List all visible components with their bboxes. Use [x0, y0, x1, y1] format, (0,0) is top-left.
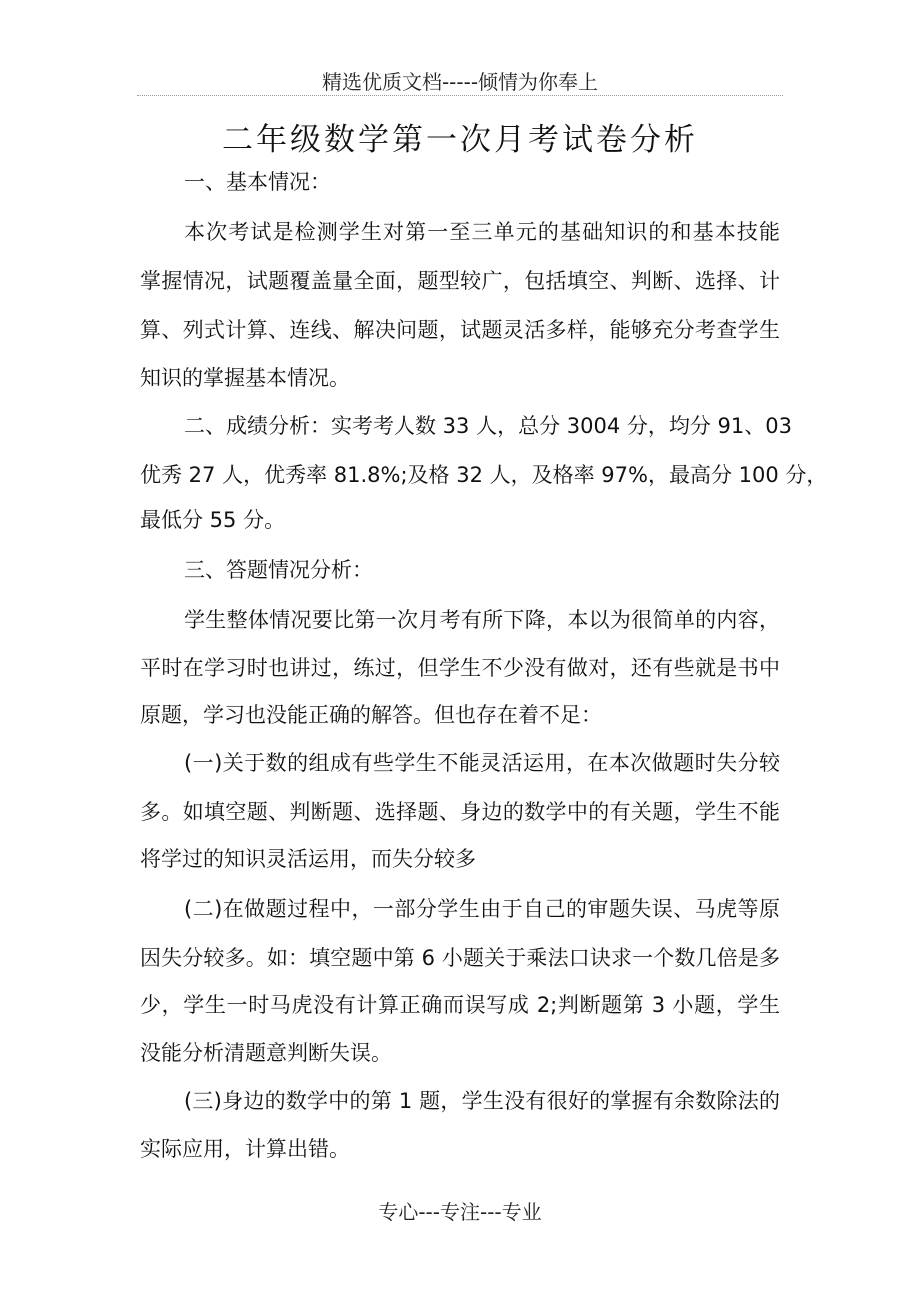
- paragraph-line: (二)在做题过程中，一部分学生由于自己的审题失误、马虎等原: [184, 897, 780, 921]
- page-header: 精选优质文档-----倾情为你奉上: [321, 70, 599, 94]
- paragraph-line: 掌握情况，试题覆盖量全面，题型较广，包括填空、判断、选择、计: [140, 269, 780, 293]
- page-footer: 专心---专注---专业: [378, 1200, 542, 1224]
- paragraph-line: 二、成绩分析：实考考人数 33 人，总分 3004 分，均分 91、03: [184, 414, 792, 438]
- paragraph-line: 算、列式计算、连线、解决问题，试题灵活多样，能够充分考查学生: [140, 318, 780, 342]
- paragraph-line: 最低分 55 分。: [140, 508, 286, 532]
- document-title: 二年级数学第一次月考试卷分析: [222, 122, 698, 158]
- paragraph-line: 一、基本情况：: [184, 170, 331, 194]
- paragraph-line: 因失分较多。如：填空题中第 6 小题关于乘法口诀求一个数几倍是多: [140, 946, 780, 970]
- paragraph-line: 没能分析清题意判断失误。: [140, 1041, 392, 1065]
- paragraph-line: 优秀 27 人，优秀率 81.8%;及格 32 人，及格率 97%，最高分 100 分，: [140, 463, 828, 487]
- paragraph-line: 三、答题情况分析：: [184, 558, 373, 582]
- paragraph-line: 实际应用，计算出错。: [140, 1137, 350, 1161]
- paragraph-line: 将学过的知识灵活运用，而失分较多: [140, 847, 476, 871]
- paragraph-line: 学生整体情况要比第一次月考有所下降，本以为很简单的内容，: [184, 608, 780, 632]
- header-divider: [137, 95, 783, 96]
- paragraph-line: (一)关于数的组成有些学生不能灵活运用，在本次做题时失分较: [184, 751, 780, 775]
- paragraph-line: (三)身边的数学中的第 1 题，学生没有很好的掌握有余数除法的: [184, 1089, 780, 1113]
- paragraph-line: 原题，学习也没能正确的解答。但也存在着不足：: [140, 703, 602, 727]
- paragraph-line: 本次考试是检测学生对第一至三单元的基础知识的和基本技能: [184, 220, 780, 244]
- paragraph-line: 平时在学习时也讲过，练过，但学生不少没有做对，还有些就是书中: [140, 656, 780, 680]
- paragraph-line: 少，学生一时马虎没有计算正确而误写成 2;判断题第 3 小题，学生: [140, 993, 780, 1017]
- paragraph-line: 多。如填空题、判断题、选择题、身边的数学中的有关题，学生不能: [140, 800, 780, 824]
- paragraph-line: 知识的掌握基本情况。: [140, 366, 350, 390]
